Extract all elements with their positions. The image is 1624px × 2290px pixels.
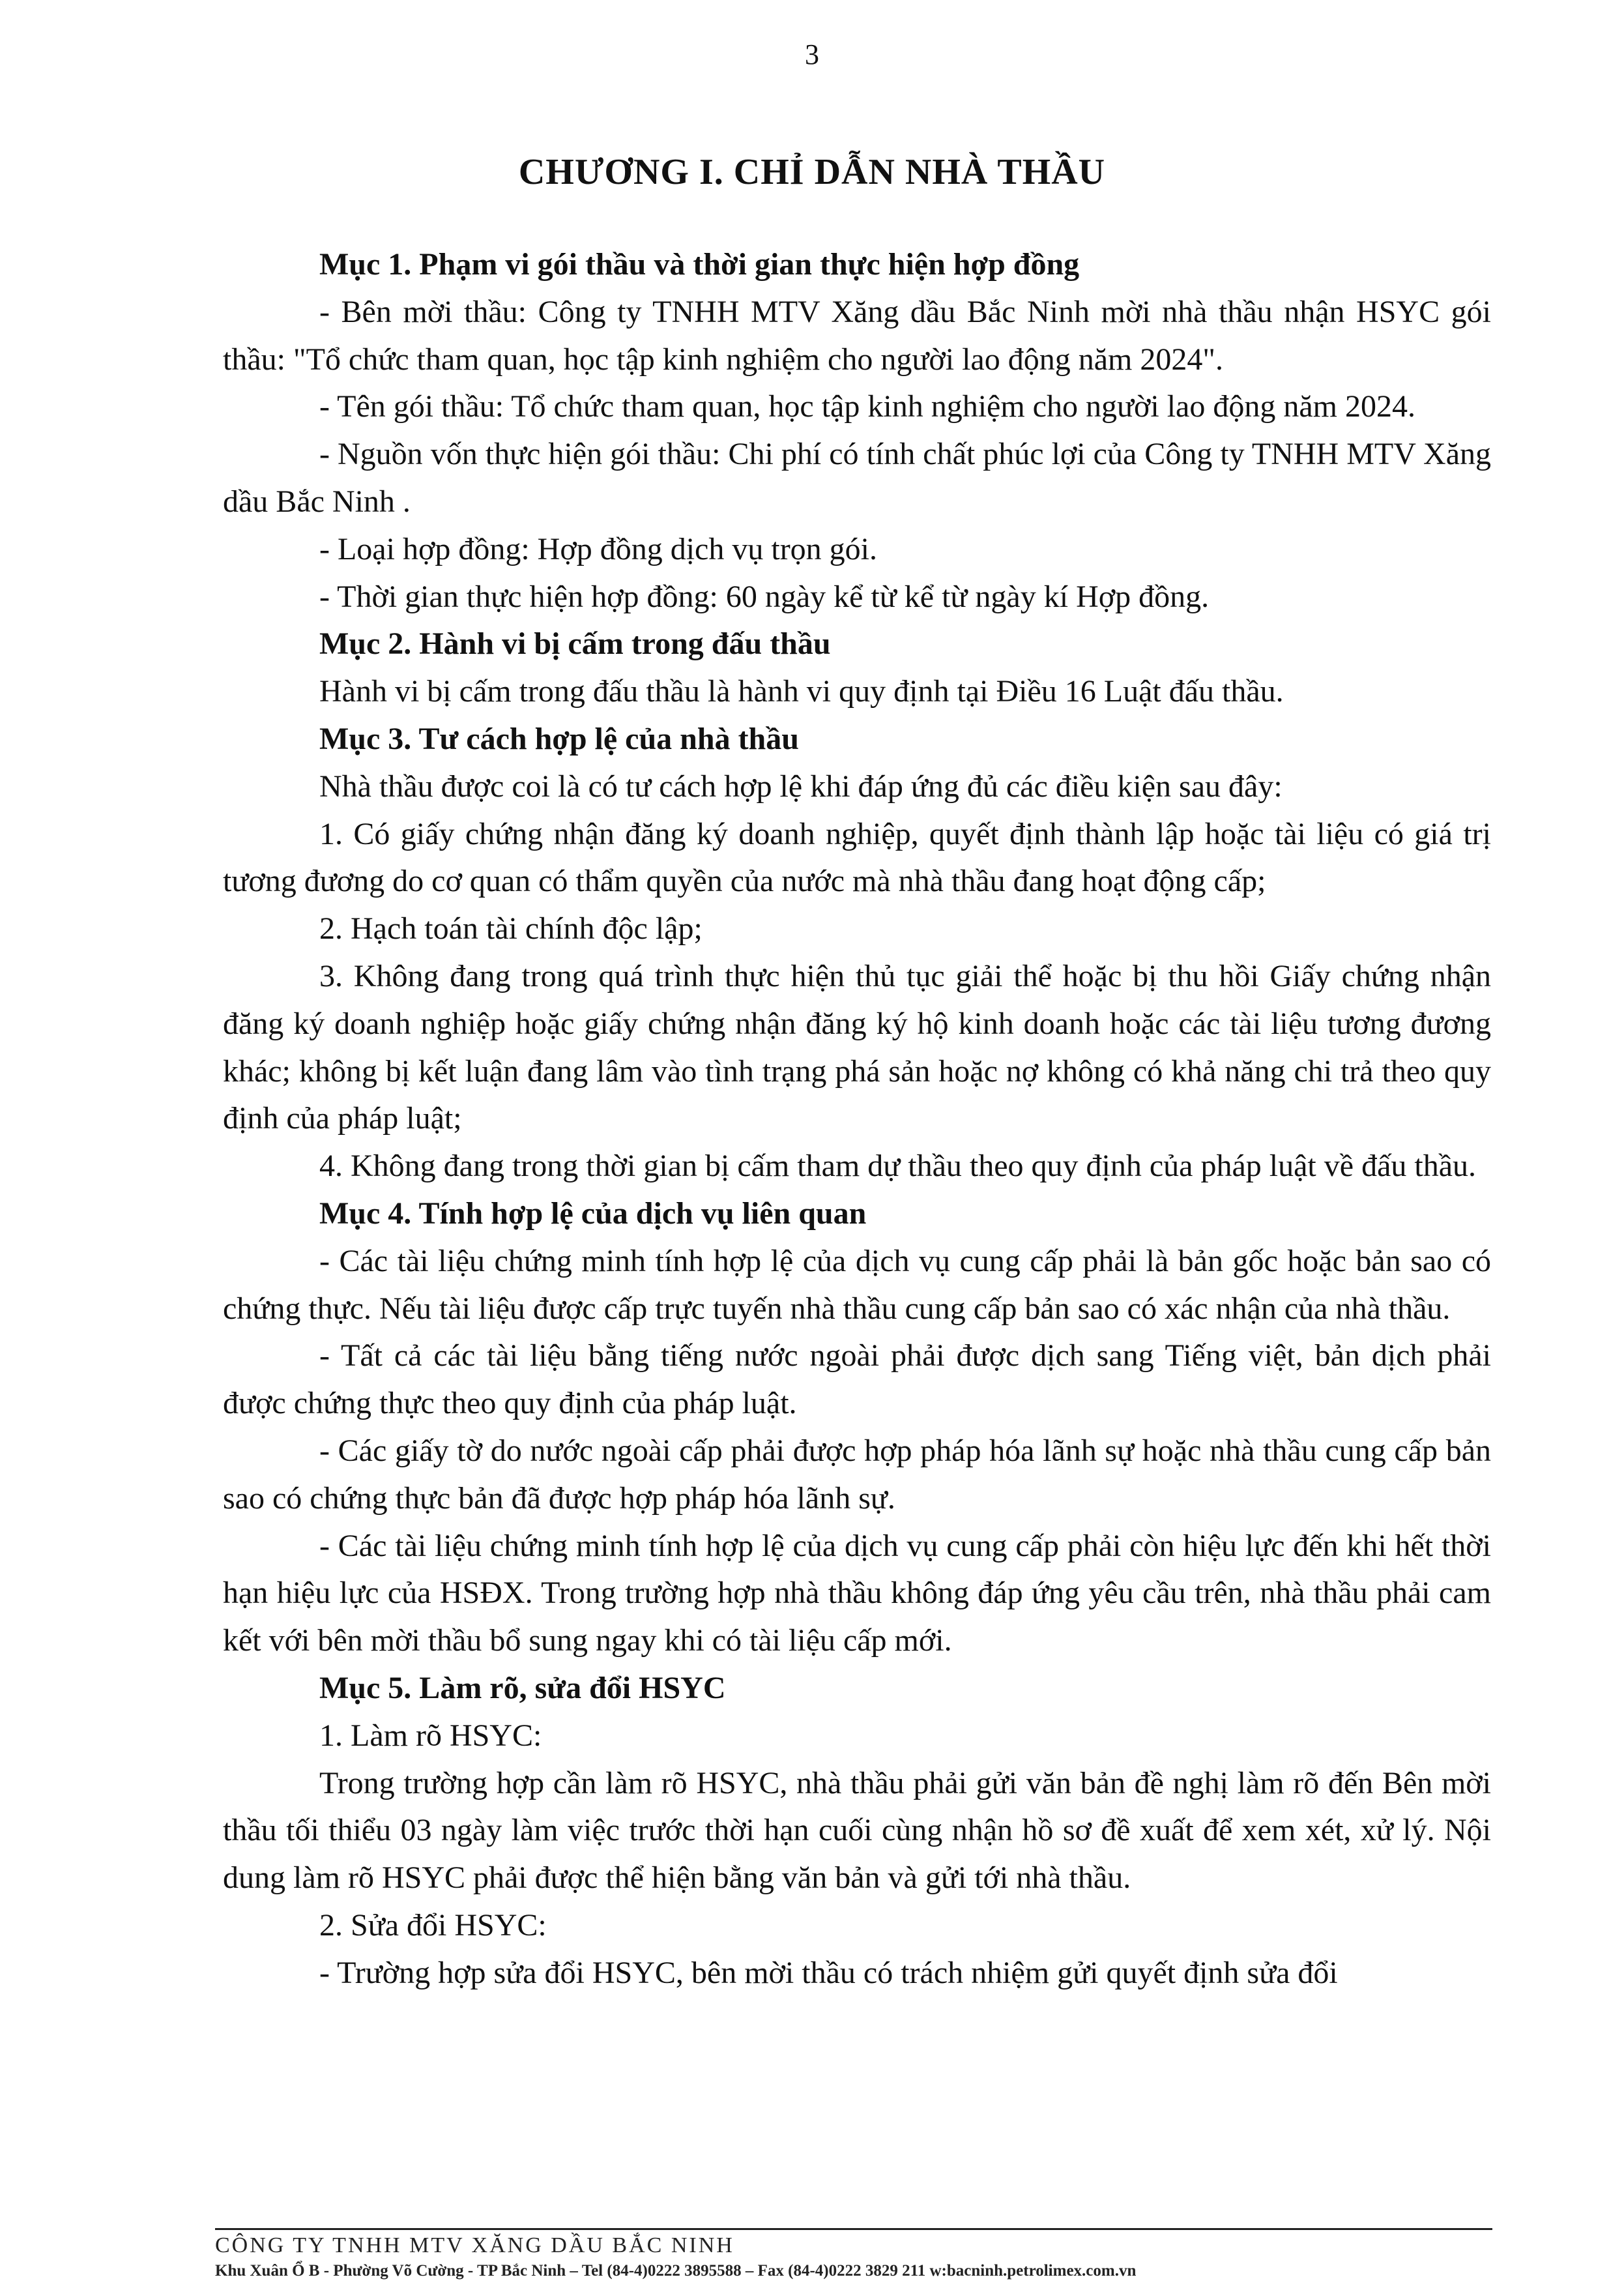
footer-divider	[215, 2228, 1492, 2230]
body-paragraph: 1. Làm rõ HSYC:	[319, 1718, 542, 1753]
body-paragraph: 2. Sửa đổi HSYC:	[319, 1907, 547, 1943]
section-heading: Mục 3. Tư cách hợp lệ của nhà thầu	[319, 721, 799, 756]
body-paragraph: - Các tài liệu chứng minh tính hợp lệ của dịch vụ cung cấp phải là bản gốc hoặc bản sao có chứng thực. Nếu tài liệu được cấp trực tuyến nhà thầu cung cấp bản sao có xác nhận của nhà thầu.	[223, 1243, 1491, 1326]
footer-company: CÔNG TY TNHH MTV XĂNG DẦU BẮC NINH	[215, 2233, 734, 2257]
body-paragraph: 4. Không đang trong thời gian bị cấm tham dự thầu theo quy định của pháp luật về đấu thầu.	[319, 1149, 1477, 1184]
body-paragraph: - Trường hợp sửa đổi HSYC, bên mời thầu có trách nhiệm gửi quyết định sửa đổi	[319, 1955, 1338, 1990]
body-paragraph: 1. Có giấy chứng nhận đăng ký doanh nghiệp, quyết định thành lập hoặc tài liệu có giá trị tương đương do cơ quan có thẩm quyền của nước mà nhà thầu đang hoạt động cấp;	[223, 816, 1491, 899]
section-heading: Mục 5. Làm rõ, sửa đổi HSYC	[319, 1670, 726, 1705]
body-paragraph: Hành vi bị cấm trong đấu thầu là hành vi quy định tại Điều 16 Luật đấu thầu.	[319, 674, 1284, 709]
chapter-title: CHƯƠNG I. CHỈ DẪN NHÀ THẦU	[518, 152, 1106, 192]
document-body	[223, 241, 1491, 1997]
section-heading: Mục 4. Tính hợp lệ của dịch vụ liên quan	[319, 1196, 867, 1231]
section-heading: Mục 2. Hành vi bị cấm trong đấu thầu	[319, 626, 831, 662]
section-heading: Mục 1. Phạm vi gói thầu và thời gian thực hiện hợp đồng	[319, 247, 1080, 282]
body-paragraph: - Thời gian thực hiện hợp đồng: 60 ngày kể từ kể từ ngày kí Hợp đồng.	[319, 579, 1210, 614]
body-paragraph: - Tất cả các tài liệu bằng tiếng nước ngoài phải được dịch sang Tiếng việt, bản dịch phải được chứng thực theo quy định của pháp luật.	[223, 1338, 1491, 1421]
body-paragraph: 3. Không đang trong quá trình thực hiện thủ tục giải thể hoặc bị thu hồi Giấy chứng nhận đăng ký doanh nghiệp hoặc giấy chứng nhận đăng ký hộ kinh doanh hoặc các tài liệu tương đương khác; không bị kết luận đang lâm vào tình trạng phá sản hoặc nợ không có khả năng chi trả theo quy định của pháp luật;	[223, 958, 1491, 1136]
footer-address: Khu Xuân Ổ B - Phường Võ Cường - TP Bắc Ninh – Tel (84-4)0222 3895588 – Fax (84-4)0222 3829 211 w:bacninh.petrolimex.com.vn	[215, 2262, 1137, 2280]
page-number: 3	[805, 38, 819, 70]
body-paragraph: - Các tài liệu chứng minh tính hợp lệ của dịch vụ cung cấp phải còn hiệu lực đến khi hết thời hạn hiệu lực của HSĐX. Trong trường hợp nhà thầu không đáp ứng yêu cầu trên, nhà thầu phải cam kết với bên mời thầu bổ sung ngay khi có tài liệu cấp mới.	[223, 1528, 1491, 1658]
body-paragraph: Nhà thầu được coi là có tư cách hợp lệ khi đáp ứng đủ các điều kiện sau đây:	[319, 769, 1283, 804]
body-paragraph: - Bên mời thầu: Công ty TNHH MTV Xăng dầu Bắc Ninh mời nhà thầu nhận HSYC gói thầu: "Tổ chức tham quan, học tập kinh nghiệm cho người lao động năm 2024".	[223, 294, 1491, 377]
body-paragraph: Trong trường hợp cần làm rõ HSYC, nhà thầu phải gửi văn bản đề nghị làm rõ đến Bên mời thầu tối thiểu 03 ngày làm việc trước thời hạn cuối cùng nhận hồ sơ đề xuất để xem xét, xử lý. Nội dung làm rõ HSYC phải được thể hiện bằng văn bản và gửi tới nhà thầu.	[223, 1765, 1491, 1896]
body-paragraph: - Tên gói thầu: Tổ chức tham quan, học tập kinh nghiệm cho người lao động năm 2024.	[319, 389, 1415, 424]
body-paragraph: - Các giấy tờ do nước ngoài cấp phải được hợp pháp hóa lãnh sự hoặc nhà thầu cung cấp bản sao có chứng thực bản đã được hợp pháp hóa lãnh sự.	[223, 1433, 1491, 1516]
body-paragraph: - Nguồn vốn thực hiện gói thầu: Chi phí có tính chất phúc lợi của Công ty TNHH MTV Xăng dầu Bắc Ninh .	[223, 437, 1491, 519]
body-paragraph: 2. Hạch toán tài chính độc lập;	[319, 911, 703, 947]
body-paragraph: - Loại hợp đồng: Hợp đồng dịch vụ trọn gói.	[319, 531, 878, 566]
